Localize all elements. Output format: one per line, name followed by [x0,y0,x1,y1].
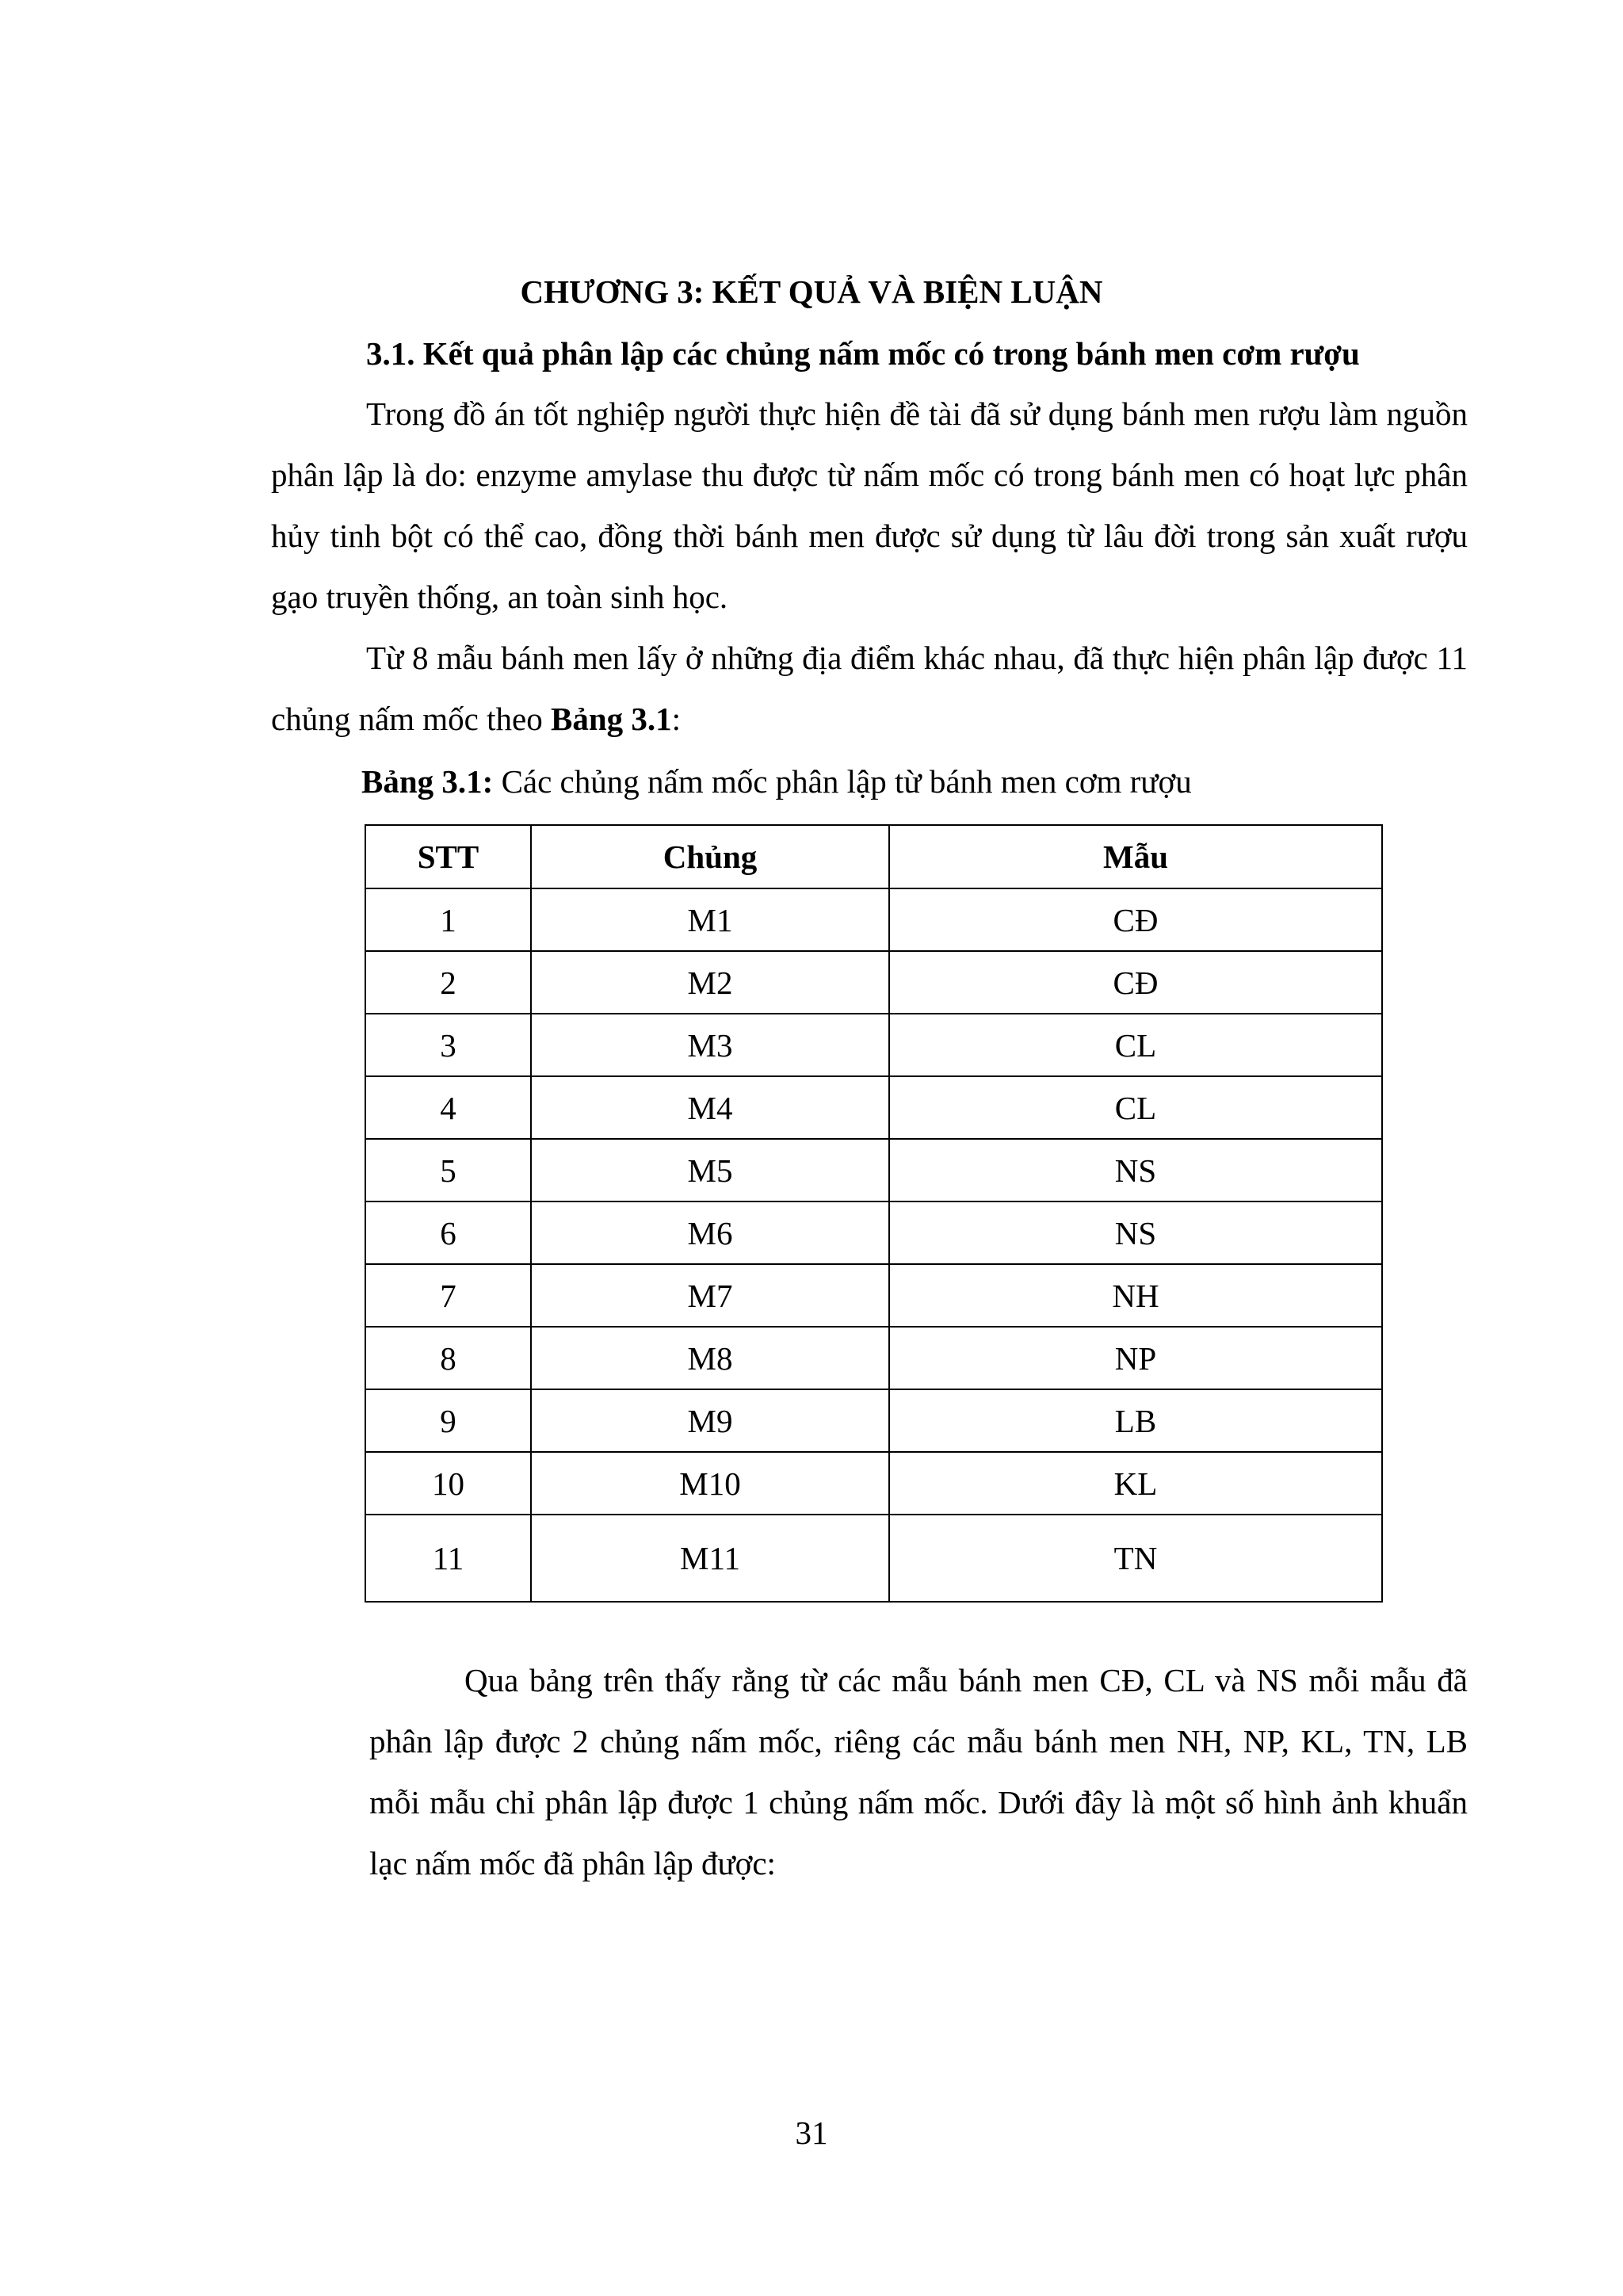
cell-chung: M2 [531,951,889,1014]
cell-chung: M3 [531,1014,889,1076]
table-row [365,888,1382,951]
cell-mau: CL [889,1076,1382,1139]
header-mau: Mẫu [889,825,1382,888]
cell-mau: CL [889,1014,1382,1076]
cell-chung: M10 [531,1452,889,1515]
samples-paragraph-tail: : [671,701,682,737]
cell-stt: 8 [365,1327,531,1389]
table-reference: Bảng 3.1 [550,701,672,737]
cell-stt: 2 [365,951,531,1014]
cell-mau: NS [889,1201,1382,1264]
table-row [365,1014,1382,1076]
table-row [365,1264,1382,1327]
cell-mau: KL [889,1452,1382,1515]
table-row [365,951,1382,1014]
intro-paragraph: Trong đồ án tốt nghiệp người thực hiện đề tài đã sử dụng bánh men rượu làm nguồn phân lập là do: enzyme amylase thu được từ nấm mốc có trong bánh men có hoạt lực phân hủy tinh bột có thể cao, đồng thời bánh men được sử dụng từ lâu đời trong sản xuất rượu gạo truyền thống, an toàn sinh học. [271,395,1468,615]
table-caption [361,759,1192,804]
samples-paragraph-text: Từ 8 mẫu bánh men lấy ở những địa điểm khác nhau, đã thực hiện phân lập được 11 chủng nấm mốc theo [271,640,1468,737]
cell-chung: M4 [531,1076,889,1139]
table-row [365,1201,1382,1264]
table-caption-label: Bảng 3.1: [361,763,494,800]
strains-table [365,824,1383,1603]
table-row [365,1327,1382,1389]
table-row [365,1076,1382,1139]
table-caption-text: Các chủng nấm mốc phân lập từ bánh men cơm rượu [493,763,1192,800]
table-row [365,1515,1382,1602]
cell-stt: 9 [365,1389,531,1452]
header-chung: Chủng [531,825,889,888]
cell-stt: 7 [365,1264,531,1327]
cell-stt: 6 [365,1201,531,1264]
header-stt: STT [365,825,531,888]
cell-stt: 5 [365,1139,531,1201]
cell-mau: CĐ [889,888,1382,951]
cell-mau: NS [889,1139,1382,1201]
cell-chung: M1 [531,888,889,951]
cell-stt: 3 [365,1014,531,1076]
cell-mau: LB [889,1389,1382,1452]
cell-stt: 4 [365,1076,531,1139]
cell-stt: 10 [365,1452,531,1515]
cell-stt: 11 [365,1515,531,1602]
cell-mau: TN [889,1515,1382,1602]
cell-chung: M9 [531,1389,889,1452]
cell-chung: M7 [531,1264,889,1327]
table-row [365,1389,1382,1452]
chapter-title: CHƯƠNG 3: KẾT QUẢ VÀ BIỆN LUẬN [520,273,1103,310]
cell-mau: NP [889,1327,1382,1389]
cell-chung: M6 [531,1201,889,1264]
cell-stt: 1 [365,888,531,951]
cell-mau: CĐ [889,951,1382,1014]
table-row [365,1139,1382,1201]
page-number: 31 [795,2115,828,2151]
cell-chung: M5 [531,1139,889,1201]
table-row [365,1452,1382,1515]
samples-paragraph [271,628,1468,750]
cell-mau: NH [889,1264,1382,1327]
cell-chung: M11 [531,1515,889,1602]
cell-chung: M8 [531,1327,889,1389]
summary-paragraph: Qua bảng trên thấy rằng từ các mẫu bánh men CĐ, CL và NS mỗi mẫu đã phân lập được 2 chủng nấm mốc, riêng các mẫu bánh men NH, NP, KL, TN, LB mỗi mẫu chỉ phân lập được 1 chủng nấm mốc. Dưới đây là một số hình ảnh khuẩn lạc nấm mốc đã phân lập được: [369,1662,1468,1881]
table-header-row [365,825,1382,888]
section-heading: 3.1. Kết quả phân lập các chủng nấm mốc có trong bánh men cơm rượu [366,335,1360,372]
